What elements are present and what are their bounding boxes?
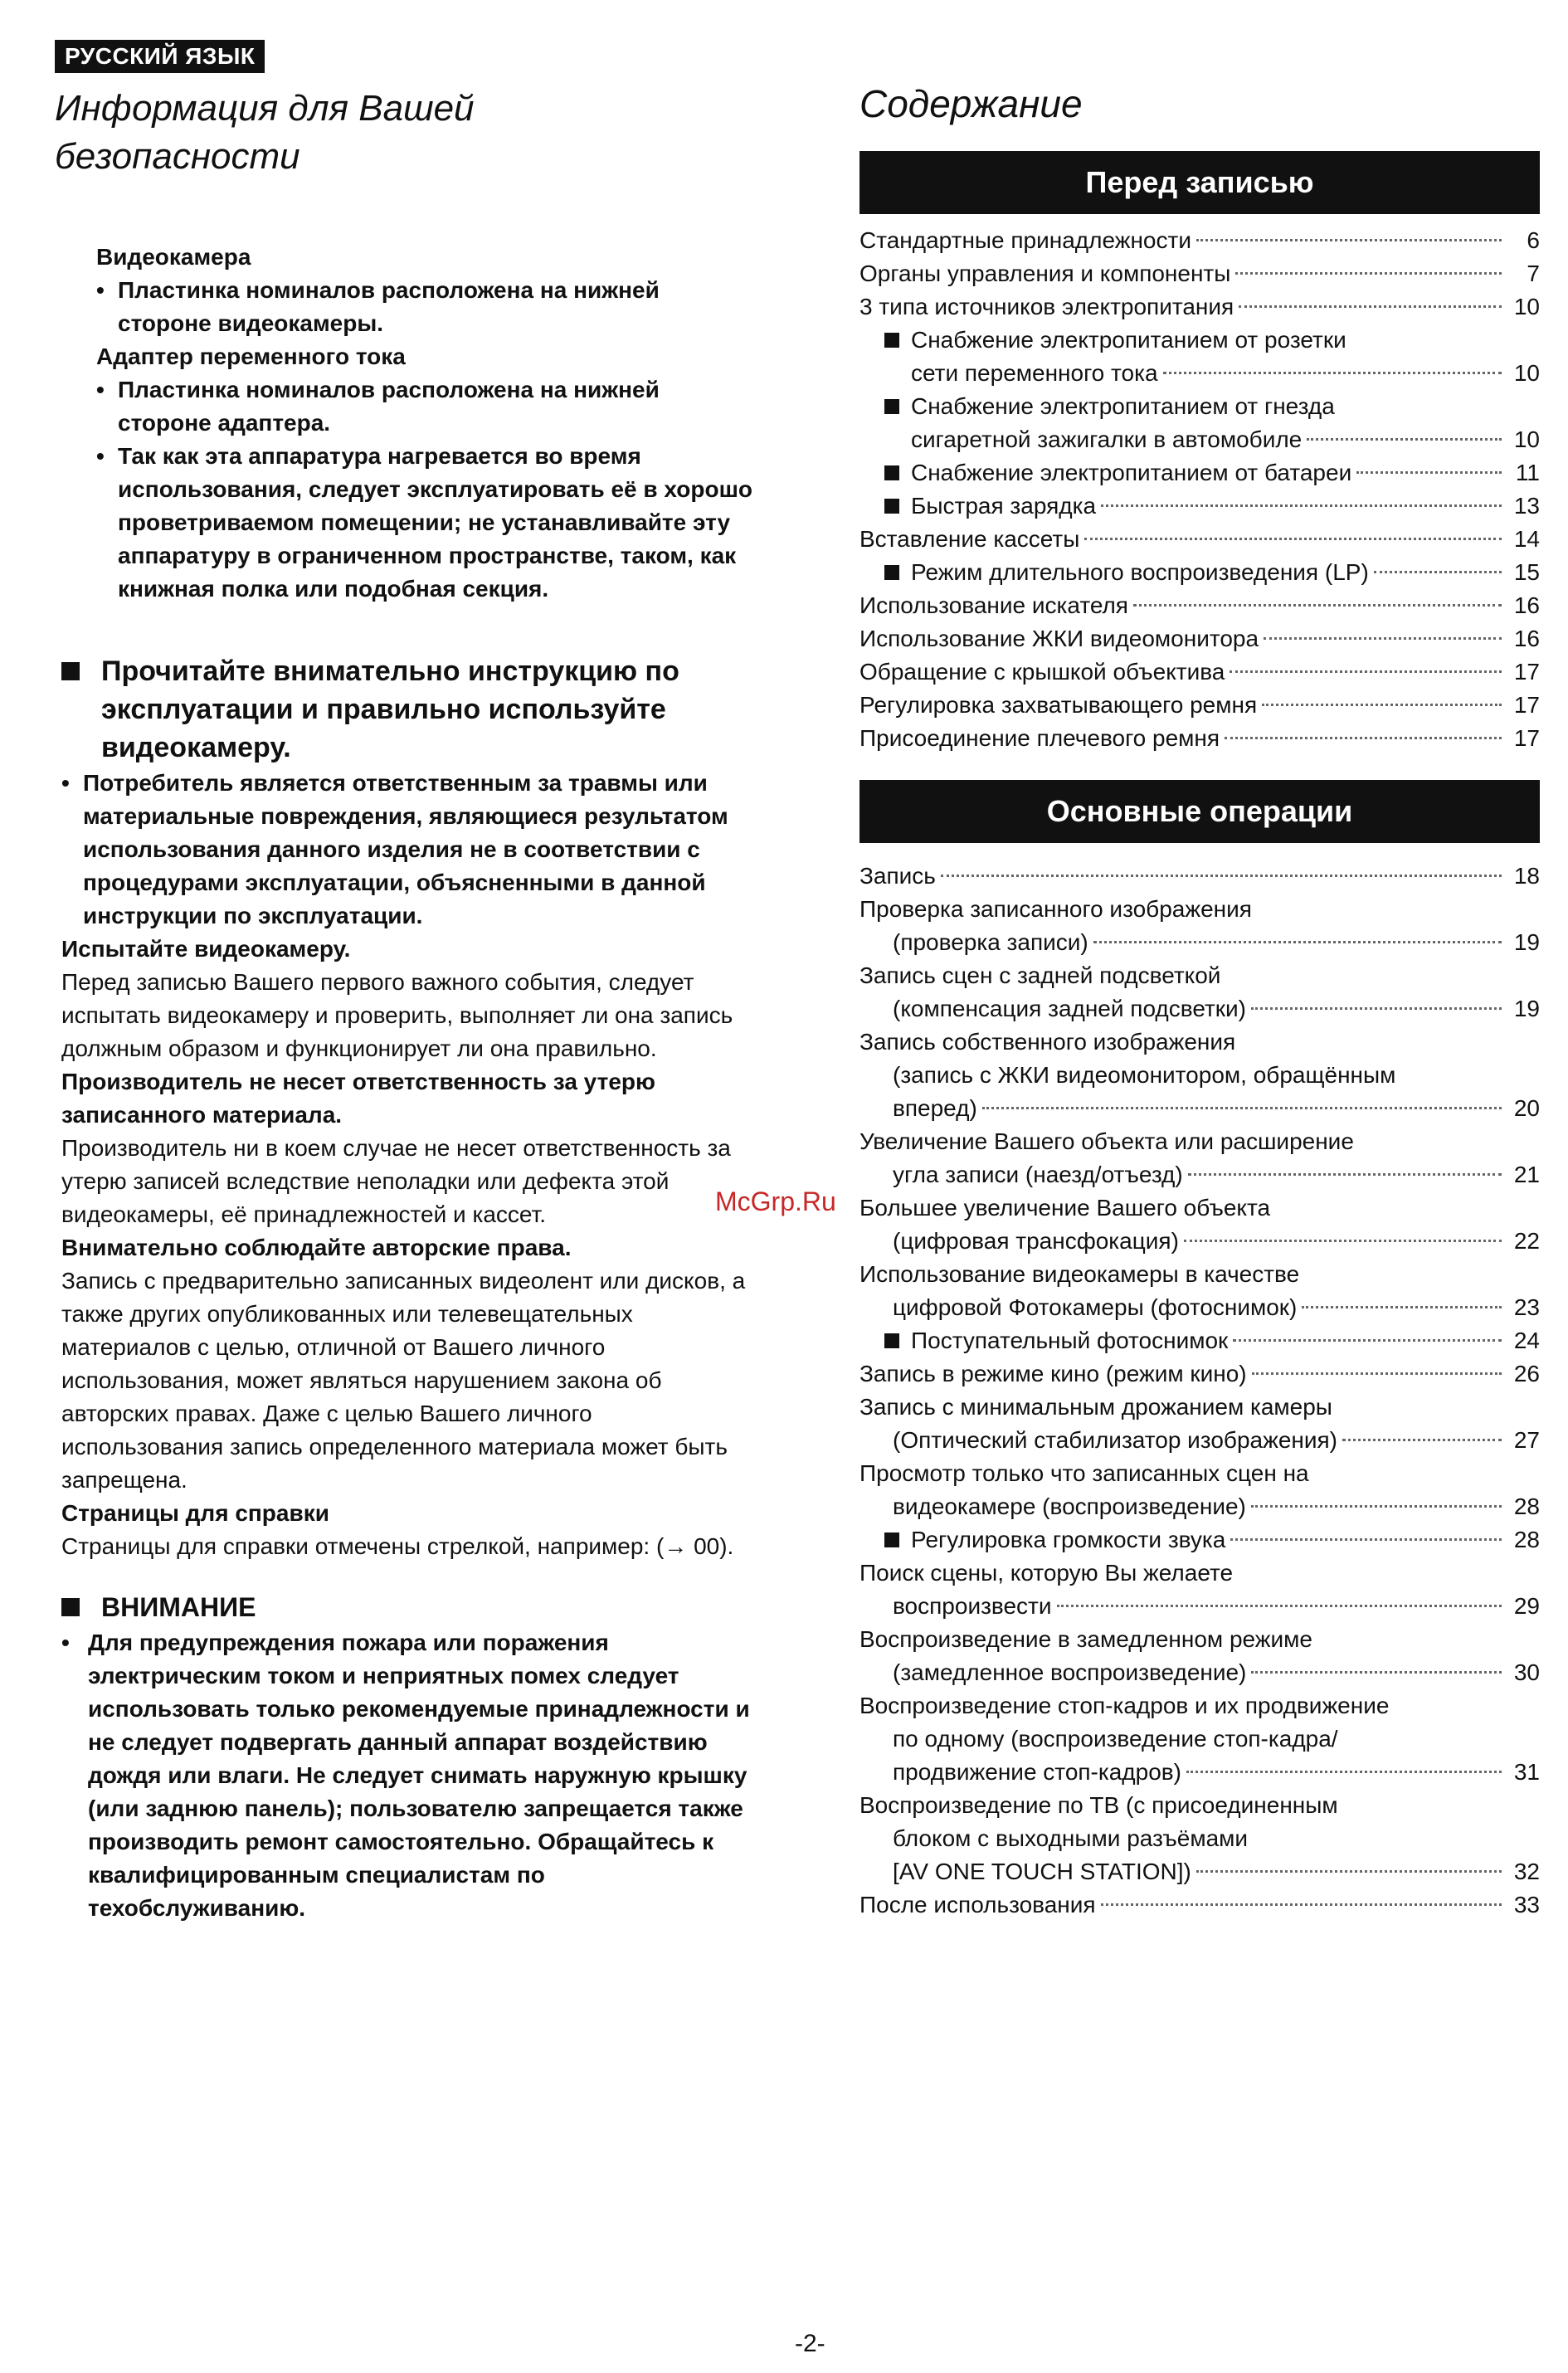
toc-entry — [859, 1689, 1540, 1722]
toc-entry — [859, 926, 1540, 959]
toc-entry — [859, 1125, 1540, 1158]
toc-entry-page: 15 — [1513, 559, 1540, 585]
toc-entry-label: Использование искателя — [859, 592, 1128, 618]
square-bullet-icon — [61, 662, 80, 680]
square-bullet-icon — [884, 499, 899, 514]
toc-entry — [859, 456, 1540, 490]
toc-entry-label: Воспроизведение в замедленном режиме — [859, 1626, 1312, 1652]
toc-entry — [859, 1888, 1540, 1922]
safety-section — [61, 241, 758, 1925]
toc-entry — [859, 1722, 1540, 1756]
toc-entry — [859, 959, 1540, 992]
square-bullet-icon — [884, 333, 899, 348]
dot-leader — [1188, 1173, 1502, 1176]
toc-entry — [859, 324, 1540, 357]
toc-entry-page: 30 — [1513, 1659, 1540, 1685]
toc-entry — [859, 523, 1540, 556]
toc-entry-label: Регулировка громкости звука — [911, 1527, 1226, 1552]
dot-leader — [1239, 305, 1502, 308]
toc-entry-label: по одному (воспроизведение стоп-кадра/ — [893, 1726, 1338, 1752]
toc-entry-page: 18 — [1513, 863, 1540, 889]
toc-entry-page: 19 — [1513, 929, 1540, 955]
toc-entry-label: Большее увеличение Вашего объекта — [859, 1195, 1271, 1221]
toc-entry — [859, 1623, 1540, 1656]
toc-entry — [859, 1324, 1540, 1357]
dot-leader — [1230, 670, 1502, 673]
liability-heading: Производитель не несет ответственность за утерю записанного материала. — [61, 1069, 655, 1128]
toc-entry — [859, 257, 1540, 290]
toc-entry — [859, 1756, 1540, 1789]
toc-entry — [859, 1225, 1540, 1258]
dot-leader — [1101, 1903, 1502, 1906]
dot-leader — [1133, 604, 1502, 607]
toc-entry-page: 23 — [1513, 1294, 1540, 1320]
dot-leader — [1225, 737, 1502, 739]
toc-entry-page: 31 — [1513, 1759, 1540, 1785]
toc-entry-page: 27 — [1513, 1427, 1540, 1453]
toc-entry — [859, 423, 1540, 456]
toc-entry-page: 7 — [1527, 261, 1540, 286]
toc-entry — [859, 357, 1540, 390]
toc-entry-label: 3 типа источников электропитания — [859, 294, 1234, 319]
toc-entry-label: блоком с выходными разъёмами — [893, 1825, 1249, 1851]
square-bullet-icon — [61, 1598, 80, 1616]
toc-entry-label: Стандартные принадлежности — [859, 227, 1191, 253]
dot-leader — [1230, 1538, 1502, 1541]
toc-entry — [859, 689, 1540, 722]
toc-section-2-list — [859, 860, 1540, 1922]
toc-entry — [859, 722, 1540, 755]
toc-entry-label: Воспроизведение стоп-кадров и их продвижение — [859, 1693, 1390, 1718]
dot-leader — [1196, 1870, 1502, 1873]
section-header-before-recording: Перед записью — [859, 151, 1540, 214]
toc-entry-label: (замедленное воспроизведение) — [893, 1659, 1247, 1685]
reference-pages-text: Страницы для справки отмечены стрелкой, например: (→ 00). — [61, 1533, 734, 1559]
toc-entry — [859, 893, 1540, 926]
toc-entry — [859, 224, 1540, 257]
language-tag: РУССКИЙ ЯЗЫК — [55, 40, 265, 73]
reference-pages-heading: Страницы для справки — [61, 1500, 329, 1526]
dot-leader — [1163, 372, 1502, 374]
toc-entry-label: Использование видеокамеры в качестве — [859, 1261, 1300, 1287]
toc-entry — [859, 860, 1540, 893]
toc-entry-label: После использования — [859, 1892, 1096, 1917]
toc-entry-page: 11 — [1515, 460, 1540, 485]
dot-leader — [1251, 1505, 1502, 1508]
device-adapter-label: Адаптер переменного тока — [96, 344, 406, 369]
test-camera-text: Перед записью Вашего первого важного события, следует испытать видеокамеру и проверить, выполняет ли она запись должным образом и функционирует ли она правильно. — [61, 969, 733, 1061]
toc-entry-page: 29 — [1513, 1593, 1540, 1619]
toc-entry-label: Запись — [859, 863, 936, 889]
toc-entry-page: 28 — [1513, 1527, 1540, 1552]
toc-entry-label: Снабжение электропитанием от батареи — [911, 460, 1352, 485]
dot-leader — [982, 1107, 1502, 1109]
device-camera-label: Видеокамера — [96, 244, 251, 270]
square-bullet-icon — [884, 465, 899, 480]
toc-entry — [859, 1291, 1540, 1324]
toc-entry — [859, 992, 1540, 1026]
toc-entry-label: Поступательный фотоснимок — [911, 1328, 1229, 1353]
toc-entry-label: Вставление кассеты — [859, 526, 1080, 552]
square-bullet-icon — [884, 1532, 899, 1547]
toc-entry-label: вперед) — [893, 1095, 977, 1121]
toc-entry — [859, 1258, 1540, 1291]
toc-entry — [859, 1059, 1540, 1092]
toc-entry — [859, 1789, 1540, 1822]
toc-entry-label: Использование ЖКИ видеомонитора — [859, 626, 1259, 651]
dot-leader — [1262, 704, 1502, 706]
square-bullet-icon — [884, 399, 899, 414]
adapter-rating-note: • Пластинка номиналов расположена на нижней стороне адаптера. — [61, 373, 758, 440]
page-number: -2- — [795, 2330, 825, 2357]
dot-leader — [1251, 1671, 1502, 1674]
toc-entry-page: 16 — [1513, 626, 1540, 651]
dot-leader — [1251, 1007, 1502, 1010]
toc-entry — [859, 1523, 1540, 1557]
toc-entry — [859, 655, 1540, 689]
liability-text: Производитель ни в коем случае не несет ответственность за утерю записей вследствие неполадки или дефекта этой видеокамеры, её принадлежностей и кассет. — [61, 1135, 731, 1227]
toc-entry-label: Регулировка захватывающего ремня — [859, 692, 1258, 718]
toc-entry-label: Поиск сцены, которую Вы желаете — [859, 1560, 1234, 1586]
dot-leader — [1264, 637, 1502, 640]
copyright-text: Запись с предварительно записанных видеолент или дисков, а также других опубликованных или телевещательных материалов с целью, отличной от Вашего личного использования, может являться нарушением закона об авторских правах. Даже с целью Вашего личного использования запись определенного материала может быть запрещена. — [61, 1268, 746, 1493]
dot-leader — [1342, 1439, 1502, 1441]
toc-entry — [859, 390, 1540, 423]
toc-entry-label: Запись с минимальным дрожанием камеры — [859, 1394, 1332, 1420]
toc-entry-label: Органы управления и компоненты — [859, 261, 1231, 286]
dot-leader — [1186, 1771, 1502, 1773]
toc-entry — [859, 589, 1540, 622]
toc-entry — [859, 1490, 1540, 1523]
toc-entry-label: Быстрая зарядка — [911, 493, 1097, 519]
square-bullet-icon — [884, 1333, 899, 1348]
toc-entry — [859, 1424, 1540, 1457]
toc-entry-label: продвижение стоп-кадров) — [893, 1759, 1181, 1785]
test-camera-heading: Испытайте видеокамеру. — [61, 936, 351, 962]
toc-entry-label: Снабжение электропитанием от гнезда — [911, 393, 1335, 419]
square-bullet-icon — [884, 565, 899, 580]
toc-entry-page: 19 — [1513, 996, 1540, 1021]
dot-leader — [1084, 538, 1502, 540]
toc-entry-label: Запись собственного изображения — [859, 1029, 1236, 1055]
toc-entry-page: 33 — [1513, 1892, 1540, 1917]
toc-entry-page: 17 — [1513, 659, 1540, 685]
toc-section-1-list — [859, 224, 1540, 755]
dot-leader — [1093, 941, 1502, 943]
toc-entry-page: 26 — [1513, 1361, 1540, 1386]
toc-entry-page: 21 — [1513, 1162, 1540, 1187]
contents-title: Содержание — [859, 82, 1083, 125]
dot-leader — [1184, 1240, 1502, 1242]
toc-entry — [859, 1822, 1540, 1855]
toc-entry-label: Увеличение Вашего объекта или расширение — [859, 1128, 1354, 1154]
read-instructions-heading: Прочитайте внимательно инструкцию по эксплуатации и правильно используйте видеокамеру. — [61, 652, 758, 767]
toc-entry — [859, 1855, 1540, 1888]
toc-entry — [859, 1590, 1540, 1623]
toc-entry-label: сигаретной зажигалки в автомобиле — [911, 426, 1303, 452]
section-header-basic-operations: Основные операции — [859, 780, 1540, 843]
toc-entry-page: 10 — [1513, 360, 1540, 386]
dot-leader — [1356, 471, 1502, 474]
toc-entry-page: 17 — [1513, 725, 1540, 751]
toc-entry — [859, 1391, 1540, 1424]
dot-leader — [941, 875, 1502, 877]
dot-leader — [1252, 1372, 1502, 1375]
dot-leader — [1235, 272, 1502, 275]
toc-entry-label: Режим длительного воспроизведения (LP) — [911, 559, 1369, 585]
heat-ventilation-note: • Так как эта аппаратура нагревается во время использования, следует эксплуатировать её в хорошо проветриваемом помещении; не устанавливайте эту аппаратуру в ограниченном пространстве, таком, как книжная полка или подобная секция. — [61, 440, 758, 606]
consumer-responsibility-note: • Потребитель является ответственным за травмы или материальные повреждения, являющиеся результатом использования данного изделия не в соответствии с процедурами эксплуатации, объясненными в данной инструкции по эксплуатации. — [61, 767, 758, 933]
toc-entry — [859, 1191, 1540, 1225]
toc-entry — [859, 1092, 1540, 1125]
toc-entry-page: 14 — [1513, 526, 1540, 552]
toc-entry-label: Просмотр только что записанных сцен на — [859, 1460, 1309, 1486]
toc-entry-page: 13 — [1513, 493, 1540, 519]
toc-entry-page: 17 — [1513, 692, 1540, 718]
watermark: McGrp.Ru — [715, 1186, 836, 1216]
toc-entry-page: 6 — [1527, 227, 1540, 253]
dot-leader — [1302, 1306, 1502, 1308]
toc-entry-label: Запись в режиме кино (режим кино) — [859, 1361, 1247, 1386]
toc-entry-label: Обращение с крышкой объектива — [859, 659, 1225, 685]
toc-entry-label: Проверка записанного изображения — [859, 896, 1252, 922]
toc-entry-page: 10 — [1513, 426, 1540, 452]
toc-entry-page: 24 — [1513, 1328, 1540, 1353]
copyright-heading: Внимательно соблюдайте авторские права. — [61, 1235, 572, 1260]
toc-entry — [859, 1026, 1540, 1059]
toc-entry-label: (запись с ЖКИ видеомонитором, обращённым — [893, 1062, 1396, 1088]
toc-entry-label: (компенсация задней подсветки) — [893, 996, 1247, 1021]
toc-entry — [859, 1357, 1540, 1391]
toc-entry — [859, 556, 1540, 589]
toc-entry-label: (проверка записи) — [893, 929, 1088, 955]
toc-entry-label: сети переменного тока — [911, 360, 1158, 386]
toc-entry-page: 28 — [1513, 1493, 1540, 1519]
toc-entry-label: видеокамере (воспроизведение) — [893, 1493, 1246, 1519]
toc-entry-page: 32 — [1513, 1859, 1540, 1884]
warning-heading: ВНИМАНИЕ — [61, 1588, 758, 1626]
toc-entry-page: 10 — [1513, 294, 1540, 319]
toc-entry — [859, 1457, 1540, 1490]
toc-entry-label: цифровой Фотокамеры (фотоснимок) — [893, 1294, 1298, 1320]
toc-entry — [859, 290, 1540, 324]
toc-entry-label: угла записи (наезд/отъезд) — [893, 1162, 1183, 1187]
toc-entry-label: [AV ONE TOUCH STATION]) — [893, 1859, 1191, 1884]
toc-entry-label: Снабжение электропитанием от розетки — [911, 327, 1346, 353]
toc-entry — [859, 490, 1540, 523]
toc-entry-label: Присоединение плечевого ремня — [859, 725, 1220, 751]
toc-entry — [859, 1158, 1540, 1191]
dot-leader — [1196, 239, 1502, 241]
toc-entry-label: воспроизвести — [893, 1593, 1052, 1619]
toc-entry — [859, 1656, 1540, 1689]
toc-entry-label: (цифровая трансфокация) — [893, 1228, 1179, 1254]
toc-entry-page: 16 — [1513, 592, 1540, 618]
toc-entry-label: (Оптический стабилизатор изображения) — [893, 1427, 1337, 1453]
safety-title: Информация для Вашей безопасности — [55, 88, 475, 177]
camera-rating-note: • Пластинка номиналов расположена на нижней стороне видеокамеры. — [61, 274, 758, 340]
dot-leader — [1374, 571, 1502, 573]
toc-entry — [859, 622, 1540, 655]
dot-leader — [1307, 438, 1502, 441]
table-of-contents — [859, 151, 1540, 1922]
dot-leader — [1101, 504, 1502, 507]
toc-entry-page: 20 — [1513, 1095, 1540, 1121]
dot-leader — [1057, 1605, 1502, 1607]
toc-entry-label: Запись сцен с задней подсветкой — [859, 962, 1221, 988]
toc-entry-page: 22 — [1513, 1228, 1540, 1254]
toc-entry-label: Воспроизведение по ТВ (с присоединенным — [859, 1792, 1338, 1818]
warning-text: • Для предупреждения пожара или поражения электрическим током и неприятных помех следует использовать только рекомендуемые принадлежности и не следует подвергать данный аппарат воздействию дождя или влаги. Не следует снимать наружную крышку (или заднюю панель); пользователю запрещается также производить ремонт самостоятельно. Обращайтесь к квалифицированным специалистам по техобслуживанию. — [61, 1626, 758, 1925]
dot-leader — [1233, 1339, 1502, 1342]
toc-entry — [859, 1557, 1540, 1590]
